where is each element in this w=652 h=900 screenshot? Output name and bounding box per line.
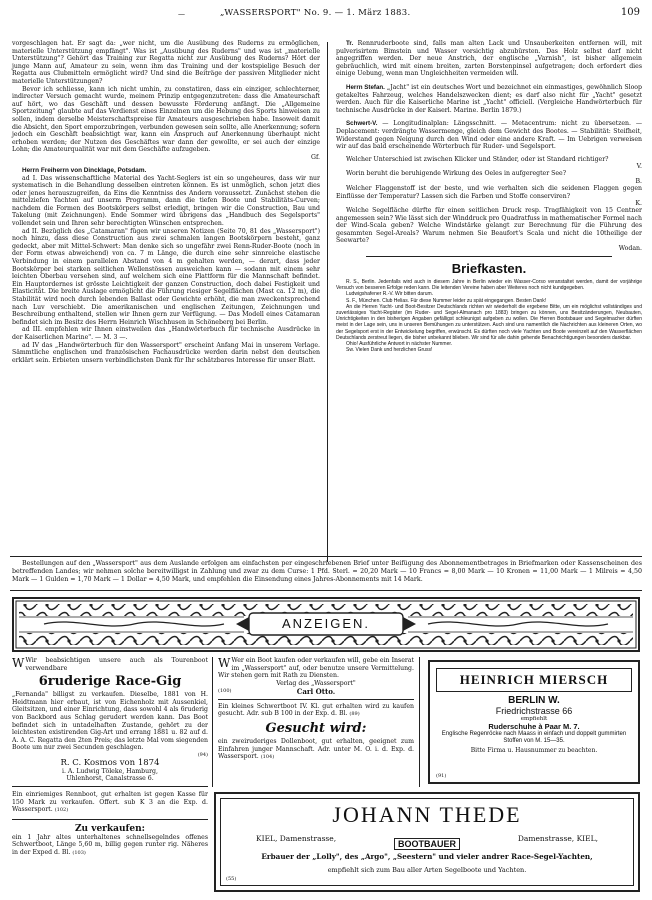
ads-banner-title: ANZEIGEN.	[281, 616, 371, 631]
ad-note: Bitte Firma u. Hausnummer zu beachten.	[470, 747, 598, 754]
initial-letter: W	[12, 656, 25, 670]
subscription-notice: Bestellungen auf den „Wassersport" aus dem Auslande erfolgen am einfachsten per eingeschriebenen Brief unter Beifügung des Abonnementbetrages in Briefmarken oder Kassenscheinen des betreffenden Landes; wir nehmen solche bereitwilligst in Zahlung und zwar zu dem Curse: 1 Pfd. Sterl. = 20,20 Mark — 10 Francs = 8,00 Mark — 10 Kronen = 11,00 Mark — 1 Milreis = 4,50 Mark — 1 Gulden = 1,70 Mark — 1 Dollar = 4,50 Mark, und empfehlen die Einsendung eines Jahres-Abonnements mit 14 Mark.	[12, 560, 642, 583]
ad-profession: BOOTBAUER	[256, 832, 598, 851]
paragraph: vorgeschlagen hat. Er sagt da: „wer nicht, um die Ausübung des Ruderns zu ermöglichen, materielle Unterstützung empfängt". Was ist „Ausübung des Ruderns" und was ist „materielle Unterstützung"? Gehört das Training zur Regatta nicht zur Ausübung des Ruderns? Hört der junge Mann auf, Amateur zu sein, wenn ihm das Training und der kostspielige Besuch der Regatta aus Clubmitteln ermöglicht wird? Und sind die Beiträge der passiven Mitglieder nicht materielle Unterstützungen?	[12, 40, 320, 85]
ad-title: 6ruderige Race-Gig	[38, 674, 182, 690]
divider	[419, 657, 420, 787]
ad-product: Englische Regenröcke nach Maass in einfach und doppelt gummirten Stoffen von M. 15—35.	[441, 731, 627, 744]
letter-entry: Ludwigshafener R.-V. Wir bitten darum.	[346, 291, 434, 298]
ad-signature: R. C. Kosmos von 1874	[60, 757, 160, 768]
ad-address: KIEL, Damenstrasse,	[256, 834, 337, 843]
question: Welcher Unterschied ist zwischen Klicker und Ständer, oder ist Standard richtiger?	[346, 155, 609, 163]
signature: Wodan.	[618, 245, 642, 253]
divider	[12, 819, 208, 820]
ad-number: (94)	[197, 751, 208, 758]
paragraph: Bevor ich schliesse, kann ich nicht umhin, zu constatiren, dass ein einziger, schlechterner, indirecter Versuch gemacht wurde, meinem Prinzip entgegenzutreten: dass die Amateurschaft auf hört, wo das Geschäft und dessen bewusste Förderung anfängt. Die „Allgemeine Sportzeitung" glaubte auf das Verdienst eines Einzelnen um die Hebung des Sports hinweisen zu sollen, indem derselbe Meisterschaftspreise für Amateurs ausgeschrieben habe. Insoweit damit die Absicht, den Sport emporzubringen, verbunden gewesen sein sollte, alle Anerkennung; sofern jedoch ein Geschäft beabsichtigt war, kann ein Anspruch auf Anerkennung überhaupt nicht erhoben werden; der Nutzen des Geschäftes war dann der gewollte, er sei auch der einzige Lohn; die Amateurqualität war mit dem Geschäfte aufzugeben.	[12, 85, 320, 154]
ad-address: Damenstrasse, KIEL,	[517, 834, 598, 843]
paragraph: Schwert-V. — Longitudinalplan: Längsschnitt. — Metacentrum: nicht zu übersetzen. — Deplacement: verdrängte Wassermenge, gleich dem Gewicht des Bootes. — Stabilität: Steifheit, Widerstand gegen Neigung durch den Wind oder eine andere Kraft. — Im Uebrigen verweisen wir auf das bald erscheinende Wörterbuch für Ruder- und Segelsport.	[336, 120, 643, 151]
question: Worin beruht die beruhigende Wirkung des Oeles in aufgeregter See?	[346, 170, 567, 178]
ad-city: BERLIN W.	[508, 695, 560, 706]
paragraph: Herrn Stefan. „Jacht" ist ein deutsches Wort und bezeichnet ein einmastiges, gewöhnlich Sloop getakeltes Fahrzeug, welches Handelszwecken dient; es darf also nicht für „Yacht" gesetzt werden. Auch für die Kaiserliche Marine ist „Yacht" officiell. (Vergleiche Handwörterbuch für technische Ausdrücke in der Kaiserl. Marine. Berlin 1879.)	[336, 83, 642, 114]
page-number: 109	[620, 7, 640, 18]
ads-banner	[12, 597, 640, 652]
ad-line: Erbauer der „Lolly", des „Argo", „Seestern" und vieler andrer Race-Segel-Yachten,	[261, 852, 593, 861]
letter-entry: Ohio! Ausführliche Antwort in nächster Nummer.	[346, 341, 453, 348]
letter-entry: R. S., Berlin. Jedenfalls wird auch in diesem Jahre in Berlin wieder ein Wasser-Corso veranstaltet werden, damit der vorjährige Versuch von besseren Erfolge reden kann. Die leitenden Vereine haben aber Weiteres noch nicht kundgegeben.	[336, 279, 642, 292]
ad-text: W Wir beabsichtigen unsere auch als Tourenboot verwendbare	[12, 656, 208, 672]
divider	[10, 590, 642, 591]
signature: B.	[635, 177, 642, 185]
ad-company-name: JOHANN THEDE	[332, 802, 522, 827]
ad-text: Ein einriemiges Rennboot, gut erhalten ist gegen Kasse für 150 Mark zu verkaufen. Offert. sub K 3 an die Exp. d. Wassersport. (102)	[12, 790, 208, 814]
ad-signature: Uhlenhorst, Canalstrasse 6.	[66, 774, 154, 782]
ad-line: empfiehlt sich zum Bau aller Arten Segelboote und Yachten.	[327, 866, 527, 874]
paragraph: ad I. Das wissenschaftliche Material des Yacht-Seglers ist ein so ungeheures, dass wir nur systematisch in die Behandlung desselben eintreten können. Es ist unmöglich, schon jetzt dies oder jenes herauszugreifen, da Eins die Kenntniss des Andern voraussetzt. Zunächst stehen die mittelziefen Yachten auf unserm Programm, dann die tiefen Boote und Stabilitäts-Curven; nachdem die Formen des Bootskörpers selbst erledigt, bringen wir die Construction, Bau und Takelung (mit Zeichnungen). Ende Sommer wird übrigens das „Handbuch des Segelsports" vollendet sein und Ihren sehr berechtigten Wünschen entsprechen.	[12, 174, 320, 228]
ad-title: Gesucht wird:	[265, 720, 367, 736]
divider	[10, 556, 642, 557]
signature: Gf.	[311, 153, 320, 161]
ad-text: Ein kleines Schwertboot IV. Kl. gut erhalten wird zu kaufen gesucht. Adr. sub B 100 in der Exp. d. Bl. (89)	[218, 702, 414, 718]
divider	[212, 657, 213, 787]
ad-street: Friedrichstrasse 66	[495, 706, 573, 716]
ad-text: „Fernanda" billigst zu verkaufen. Dieselbe, 1881 von H. Heidtmann hier erbaut, ist von Eichenholz mit Aussenkiel, Gleitsitzen, und einer Einrichtung, dass sowohl 4 als 6ruderig von Backbord aus Schlag gerudert werden kann. Das Boot befindet sich in untadelhaften Zustande, gehört zu der leichtesten existirenden Gig-Art und errang 1881 u. 82 auf d. A. A. C. Regatta den 2ten Preis; das letzte Mal vom siegenden Boote um nur zwei Secunden geschlagen.	[12, 691, 208, 752]
ad-text: ein 1 Jahr altes unterhaltenes schnellsegelndes offenes Schwertboot, Länge 5,60 m, billig gegen runter rig. Näheres in der Exped d. Bl. (103)	[12, 833, 208, 856]
ad-product: Ruderschuhe à Paar M. 7.	[488, 722, 580, 731]
divider	[12, 786, 208, 787]
ad-title: Zu verkaufen:	[74, 823, 146, 834]
right-column	[336, 40, 642, 354]
signature: K.	[635, 200, 642, 208]
letter-entry: S. F., München. Club Helias. Für diese Nummer leider zu spät eingegangen. Besten Dank!	[346, 297, 547, 304]
ad-text: W Wer ein Boot kaufen oder verkaufen will, gebe ein Inserat im „Wassersport" auf, oder benutze unsere Vermittelung. Wir stehen gern mit Rath zu Diensten.	[218, 656, 414, 680]
ad-company-name: HEINRICH MIERSCH	[436, 668, 632, 692]
letter-entry: An die Herren Yacht- und Boot-Besitzer Deutschlands richten wir wiederholt die ergebene Bitte, um ein möglichst vollständiges und zuverlässiges Yacht-Register (im Ruder- und Segel-Almanach pro 1883) bringen zu können, uns Besitzänderungen, Neubauten, Unrichtigkeiten in den bisherigen Angaben gefälligst schleunigst aufgeben zu wollen. Die Herren Bootsbauer und Segelmacher dürften meist in der Lage sein, uns in unseren Bemühungen zu unterstützen. Auch sind uns namentlich die Nachrichten aus kleineren Orten, wo der Segelsport erst in der Entwickelung begriffen, erwünscht. Es dürften noch viele Yachten und Boote vereinzelt auf den Wasserflächen Deutschlands zerstreut liegen, die bisher unbekannt blieben. Wir sind für alle dahin gehende Benachrichtigungen besonders dankbar.	[336, 303, 642, 341]
signature: V.	[636, 163, 642, 171]
briefkasten-heading: Briefkasten.	[451, 261, 527, 277]
initial-letter: W	[218, 656, 231, 670]
paragraph: Tr. Rennruderboote sind, falls man alten Lack und Unsauberkeiten entfernen will, mit pulverisirtem Bimstein und Wasser vorsichtig abzubürsten. Das Holz selbst darf nicht angegriffen werden. Der neue Anstrich, der englische „Varnish", ist bisher allgemein gebräuchlich, wird mit einem breiten, zarten Borstenpinsel aufgetragen; doch erfordert dies einige Uebung, wenn man Ungleichheiten vermeiden will.	[336, 40, 642, 78]
letter-entry: Sw. Vielen Dank und herzlichen Gruss!	[346, 347, 433, 354]
paragraph: ad III. empfehlen wir Ihnen einstweilen das „Handwörterbuch für technische Ausdrücke in der Kaiserlichen Marine". — M. 3 —.	[12, 326, 320, 341]
ad-signature: Verlag des „Wassersport"	[276, 679, 356, 687]
left-column	[12, 40, 320, 364]
paragraph: ad IV das „Handwörterbuch für den Wassersport" erscheint Anfang Mai in unserem Verlage. Sämmtliche englischen und französischen Fachausdrücke werden darin nebst den deutschen erklärt sein. Erbieten unsern verbindlichsten Dank für Ihr schätzbares Interesse für unser Blatt.	[12, 341, 320, 364]
addressee: Herrn Freiherrn von Dincklage, Potsdam.	[22, 166, 147, 174]
column-divider	[327, 42, 328, 562]
divider	[366, 256, 612, 257]
ad-column-1	[12, 657, 208, 858]
ad-signature: Carl Otto.	[296, 686, 336, 696]
paragraph: ad II. Bezüglich des „Catamaran" fügen wir unseren Notizen (Seite 70, 81 des „Wassersport") noch hinzu, dass diese Construction aus zwei schmalen langen Bootskörpern besteht, ganz gedeckt, aber mit Mittel-Schwert: Man denke sich so ungefähr zwei Renn-Ruder-Boote (noch in der Form etwas abweichend) von ca. 7 m Länge, die durch eine sehr sinnreiche elastische Verbindung in einem parallelen Abstand von 4 m gehalten werden, — derart, dass jeder Bootskörper bei starken seitlichen Wellenstössen ausweichen kann — sodann mit einem sehr leichten Oberbau versehen sind, auf welchem sich eine Plattform für die Mannschaft befindet. Ein Hauptordernes ist grösste Leichtigkeit der ganzen Construction, doch dabei Festigkeit und Elasticität. Die breite Auslage ermöglicht die Führung riesiger Segelflächen (Mast ca. 12 m), die Stabilität wird noch durch lebenden Ballast oder Gewichte erhöht, die man zweckentsprechend nach Luv verschiebt. Die amerikanischen und englischen Zeitungen, Zeichnungen und Beschreibung enthaltend, stellen wir Ihnen gern zur Verfügung. — Das Modell eines Catamaran befindet sich im Besitz des Herrn Heinrich Wischhusen in Schöneberg bei Berlin.	[12, 227, 320, 326]
ad-column-2: W Wer ein Boot kaufen oder verkaufen will, gebe ein Inserat im „Wassersport" auf, oder benutze unsere Vermittelung. Wir stehen gern mit Rath zu Diensten. Verlag des „Wassersport" (100) Carl Otto. Ein kleines Schwertboot IV. Kl. gut erhalten wird zu kaufen gesucht. Adr. sub B 100 in der Exp. d. Bl. (89) Gesucht wird: ein zweiruderiges Dollenboot, gut erhalten, geeignet zum Einfahren junger Mannschaft. Adr. unter M. O. i. d. Exp. d. Wassersport. (104)	[218, 656, 414, 761]
header-mark: —	[178, 10, 185, 18]
question: Welche Segelfläche dürfte für einen seitlichen Druck resp. Tragfähigkeit von 15 Centner angemessen sein? Wie lässt sich der Winddruck pro Quadratfuss in mathematischer Formel nach der Wind-Scala geben? Welche Windstärke gelangt zur Berechnung für die Führung des gesammten Segel-Areals? Warum nehmen Sie Beaufort's Scala und nicht die 10theilige der Seewarte?	[336, 207, 642, 245]
ad-race-gig	[12, 657, 208, 782]
ad-text: ein zweiruderiges Dollenboot, gut erhalten, geeignet zum Einfahren junger Mannschaft. Adr. unter M. O. i. d. Exp. d. Wassersport. (104)	[218, 737, 414, 761]
ad-johann-thede: JOHANN THEDE KIEL, Damenstrasse, BOOTBAUER Damenstrasse, KIEL, Erbauer der „Lolly", des „Argo", „Seestern" und vieler andrer Race-Segel-Yachten, empfiehlt sich zum Bau aller Arten Segelboote und Yachten. (55)	[214, 792, 640, 892]
ad-heinrich-miersch: HEINRICH MIERSCH BERLIN W. Friedrichstrasse 66 empfiehlt Ruderschuhe à Paar M. 7. Englische Regenröcke nach Maass in einfach und doppelt gummirten Stoffen von M. 15—35. Bitte Firma u. Hausnummer zu beachten. (91)	[428, 660, 640, 784]
divider	[218, 699, 414, 700]
page-header	[10, 8, 642, 22]
ad-signature: i. A. Ludwig Töleke, Hamburg,	[62, 767, 158, 775]
question: Welcher Flaggenstoff ist der beste, und wie verhalten sich die seidenen Flaggen gegen Einflüsse der Temperatur? Lassen sich die Farben und Stoffe conserviren?	[336, 184, 642, 200]
header-title: „WASSERSPORT" No. 9. — 1. März 1883.	[220, 8, 411, 18]
